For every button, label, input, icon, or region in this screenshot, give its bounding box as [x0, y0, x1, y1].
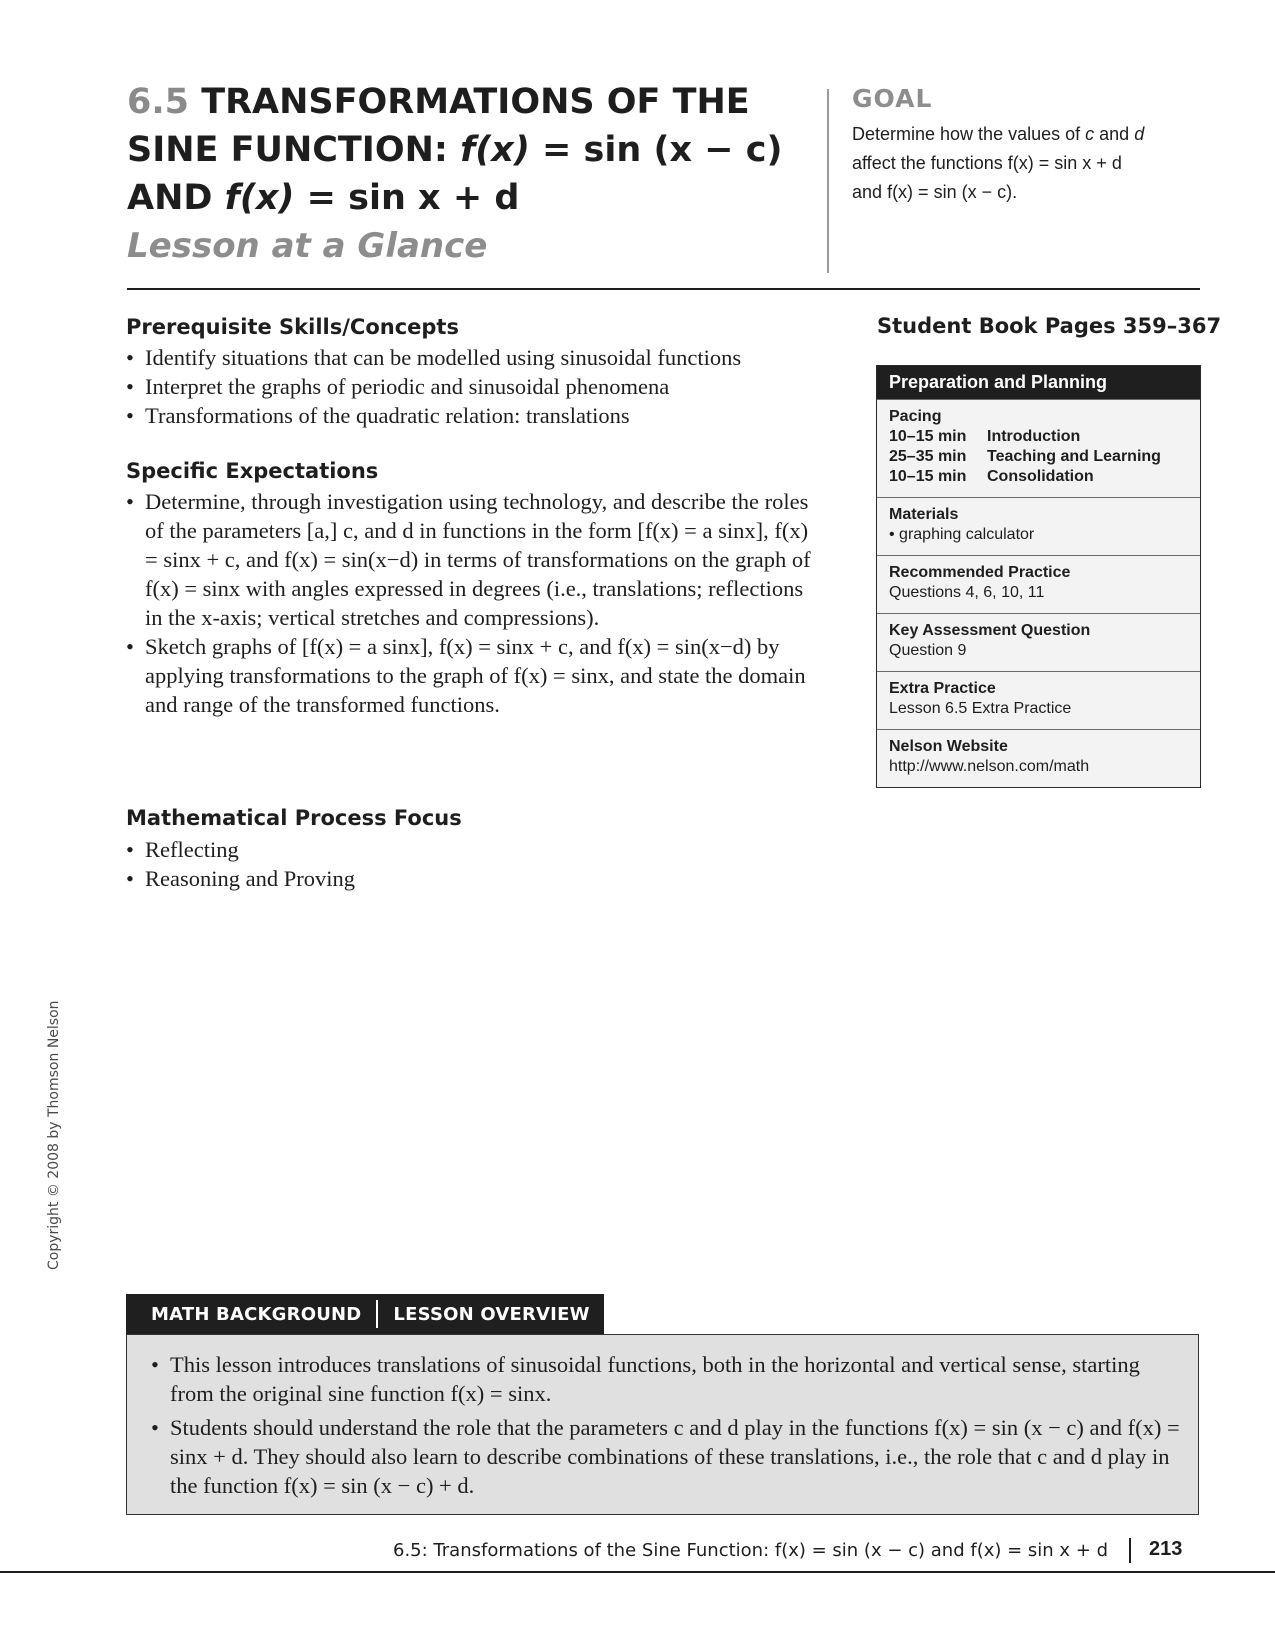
preparation-panel-title: Preparation and Planning [877, 366, 1200, 399]
extra-practice-value: Lesson 6.5 Extra Practice [889, 700, 1072, 717]
overview-list [151, 1350, 1181, 1500]
expectations-heading: Specific Expectations [126, 459, 379, 483]
title-text-1: TRANSFORMATIONS OF THE [201, 82, 750, 122]
practice-value: Questions 4, 6, 10, 11 [889, 584, 1045, 601]
lesson-subtitle: Lesson at a Glance [127, 226, 488, 266]
website-label: Nelson Website [889, 738, 1008, 755]
goal-var-d: d [1134, 124, 1145, 144]
list-item: • Interpret the graphs of periodic and sinusoidal phenomena [126, 372, 816, 401]
title-fx-1: f(x) [460, 130, 530, 170]
list-item: • Transformations of the quadratic relation: translations [126, 401, 816, 430]
footer-rule [0, 1571, 1275, 1573]
pacing-activity: Consolidation [987, 468, 1094, 485]
lesson-title [127, 78, 817, 270]
title-math-2: = sin x + d [306, 178, 520, 218]
pacing-row [889, 427, 1188, 447]
pacing-row [889, 467, 1188, 487]
footer-separator [1129, 1538, 1131, 1563]
preparation-panel [876, 365, 1201, 788]
tab-math-background: MATH BACKGROUND [151, 1303, 362, 1325]
extra-practice-section [877, 671, 1200, 729]
materials-label: Materials [889, 506, 959, 523]
title-text-2: SINE FUNCTION: [127, 130, 448, 170]
pacing-time: 10–15 min [889, 428, 967, 445]
list-item: • Determine, through investigation using technology, and describe the roles of the parameters [a,] c, and d in functions in the form [f(x) = a sinx], f(x) = sinx + c, and f(x) = sin(x−d) in terms of transformations on the graph of f(x) = sinx with angles expressed in degrees (i.e., translations; reflections in the x-axis; vertical stretches and compressions). [126, 487, 816, 632]
assessment-label: Key Assessment Question [889, 622, 1091, 639]
title-fx-2: f(x) [224, 178, 295, 218]
pacing-time: 25–35 min [889, 448, 967, 465]
pacing-time: 10–15 min [889, 468, 967, 485]
lesson-number: 6.5 [127, 82, 190, 122]
goal-expr-1: f(x) = sin x + d [1007, 153, 1122, 173]
goal-heading: GOAL [852, 84, 933, 113]
header-rule [127, 288, 1200, 290]
title-text-3: AND [127, 178, 213, 218]
goal-text [852, 120, 1212, 207]
assessment-section [877, 613, 1200, 671]
practice-label: Recommended Practice [889, 564, 1071, 581]
page-number: 213 [1149, 1538, 1183, 1560]
pacing-activity: Introduction [987, 428, 1081, 445]
process-focus-list [126, 835, 816, 893]
title-line-3 [127, 174, 817, 222]
title-line-1 [127, 78, 817, 126]
pacing-activity: Teaching and Learning [987, 448, 1161, 465]
practice-section [877, 555, 1200, 613]
materials-section [877, 497, 1200, 555]
tab-lesson-overview: LESSON OVERVIEW [393, 1303, 590, 1325]
tab-separator [376, 1300, 378, 1328]
goal-text-2: affect the functions [852, 153, 1003, 173]
list-item: • Identify situations that can be modelled using sinusoidal functions [126, 343, 816, 372]
materials-value: • graphing calculator [889, 526, 1035, 543]
assessment-value: Question 9 [889, 642, 967, 659]
student-book-pages: Student Book Pages 359–367 [877, 314, 1222, 338]
goal-text-3: and [852, 182, 883, 202]
process-focus-heading: Mathematical Process Focus [126, 806, 462, 830]
copyright-notice: Copyright © 2008 by Thomson Nelson [46, 1000, 62, 1270]
pacing-section [877, 399, 1200, 497]
list-item: • Reflecting [126, 835, 816, 864]
extra-practice-label: Extra Practice [889, 680, 996, 697]
website-section [877, 729, 1200, 787]
list-item: • Sketch graphs of [f(x) = a sinx], f(x) = sinx + c, and f(x) = sin(x−d) by applying transformations to the graph of f(x) = sinx, and state the domain and range of the transformed functions. [126, 632, 816, 719]
goal-and: and [1099, 124, 1130, 144]
expectations-list [126, 487, 816, 719]
list-item: • Reasoning and Proving [126, 864, 816, 893]
pacing-label: Pacing [889, 408, 942, 425]
goal-text-1: Determine how the values of [852, 124, 1081, 144]
goal-expr-2: f(x) = sin (x − c). [887, 182, 1018, 202]
website-link[interactable]: http://www.nelson.com/math [889, 758, 1090, 775]
prerequisites-list [126, 343, 816, 430]
prerequisites-heading: Prerequisite Skills/Concepts [126, 315, 459, 339]
list-item: • Students should understand the role that the parameters c and d play in the functions f(x) = sin (x − c) and f(x) = sinx + d. They should also learn to describe combinations of these translations, i.e., the role that c and d play in the function f(x) = sin (x − c) + d. [151, 1413, 1181, 1500]
list-item: • This lesson introduces translations of sinusoidal functions, both in the horizontal and vertical sense, starting from the original sine function f(x) = sinx. [151, 1350, 1181, 1408]
goal-divider [827, 89, 829, 273]
pacing-row [889, 447, 1188, 467]
running-footer: 6.5: Transformations of the Sine Function: f(x) = sin (x − c) and f(x) = sin x + d [393, 1540, 1109, 1561]
background-tabs [126, 1294, 604, 1334]
title-math-1: = sin (x − c) [542, 130, 783, 170]
goal-var-c: c [1085, 124, 1095, 144]
title-line-2 [127, 126, 817, 174]
